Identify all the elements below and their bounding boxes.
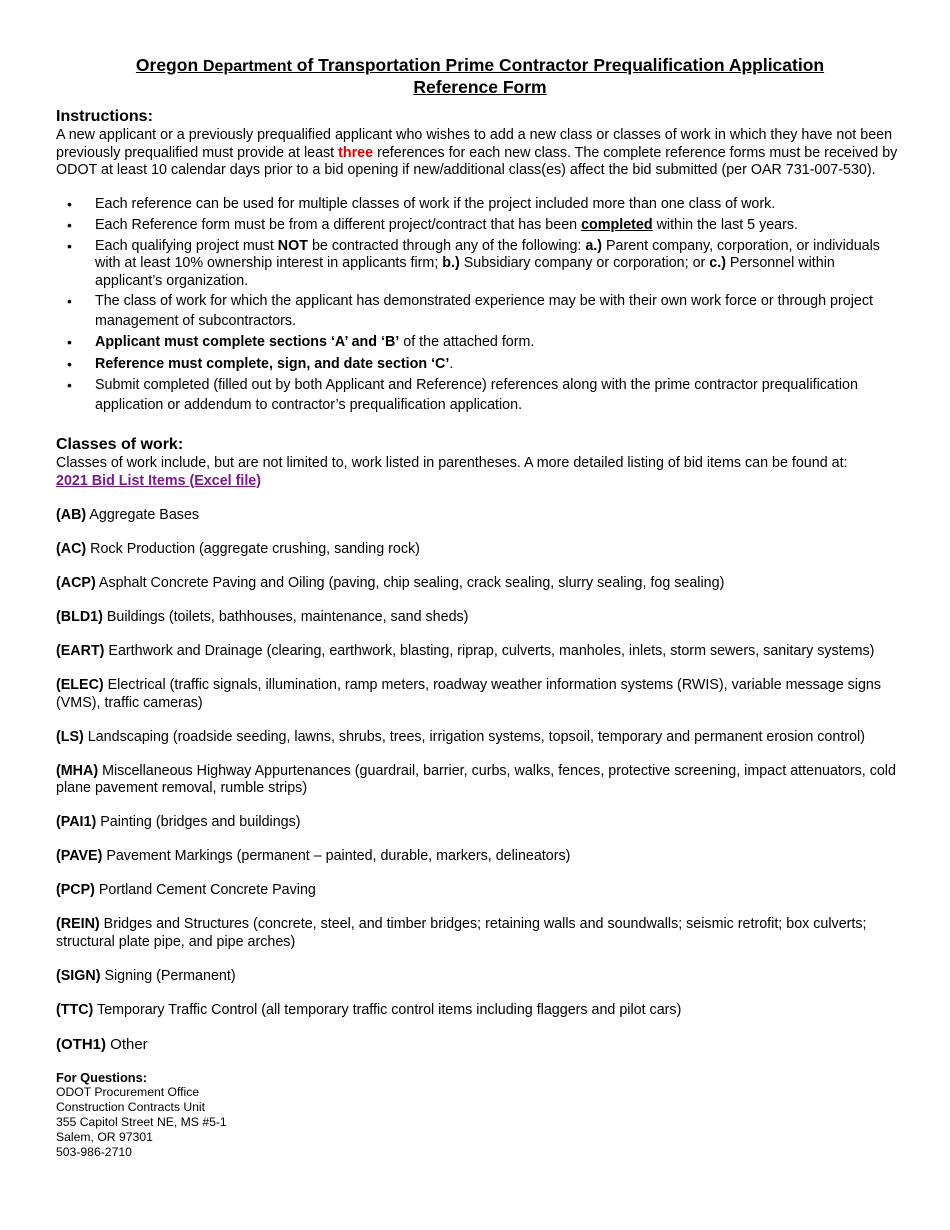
instructions-heading: Instructions: (56, 108, 153, 125)
class-item (56, 1002, 904, 1020)
class-code: (PAI1) (56, 814, 97, 830)
contact-heading: For Questions: (56, 1069, 148, 1085)
bullet-icon: • (67, 377, 72, 393)
contact-city: Salem, OR 97301 (56, 1129, 153, 1144)
class-item (56, 609, 904, 627)
class-code: (EART) (56, 643, 105, 659)
class-description: Painting (bridges and buildings) (96, 814, 301, 830)
class-item (56, 916, 904, 951)
class-code: (REIN) (56, 916, 100, 932)
list-item: • Applicant must complete sections ‘A’ and ‘B’ of the attached form. (56, 333, 904, 353)
class-description: Bridges and Structures (concrete, steel, and timber bridges; retaining walls and soundwalls; seismic retrofit; box culverts; structural plate pipe, and pipe arches) (56, 916, 867, 950)
class-description: Buildings (toilets, bathhouses, maintenance, sand sheds) (102, 609, 469, 625)
classes-list (56, 507, 904, 1053)
bid-list-link[interactable]: 2021 Bid List Items (Excel file) (56, 472, 262, 489)
class-code: (BLD1) (56, 609, 103, 625)
class-description: Temporary Traffic Control (all temporary traffic control items including flaggers and pilot cars) (93, 1001, 682, 1018)
bullet-icon: • (67, 355, 72, 372)
class-item (56, 575, 904, 593)
class-item (56, 643, 904, 661)
list-item: • The class of work for which the applicant has demonstrated experience may be with their own work force or through project management of subcontractors. (67, 293, 873, 329)
list-item: • Each Reference form must be from a different project/contract that has been completed within the last 5 years. (56, 216, 904, 236)
page-subtitle: Reference Form (413, 77, 547, 97)
class-code: (LS) (56, 728, 84, 745)
class-code: (MHA) (56, 762, 99, 779)
class-code: (TTC) (56, 1001, 94, 1018)
class-description: Earthwork and Drainage (clearing, earthwork, blasting, riprap, culverts, manholes, inlets, storm sewers, sanitary systems) (104, 643, 875, 659)
class-code: (ACP) (56, 575, 96, 591)
class-item (56, 729, 904, 747)
class-description: Aggregate Bases (86, 507, 200, 523)
class-code: (AB) (56, 507, 87, 523)
bullet-icon: • (67, 237, 72, 254)
class-item (56, 1036, 904, 1054)
class-item (56, 677, 904, 712)
class-item (56, 814, 904, 832)
class-description: Portland Cement Concrete Paving (94, 882, 316, 898)
three-highlight: three (338, 144, 374, 161)
bullet-icon: • (67, 217, 72, 233)
class-description: Miscellaneous Highway Appurtenances (guardrail, barrier, curbs, walks, fences, protective screening, impact attenuators, cold plane pavement removal, rumble strips) (56, 762, 896, 796)
classes-intro: Classes of work include, but are not limited to, work listed in parentheses. A more detailed listing of bid items can be found at: (56, 455, 848, 471)
bullet-icon: • (67, 293, 72, 309)
contact-phone: 503-986-2710 (56, 1144, 132, 1159)
class-item (56, 968, 904, 986)
class-item (56, 848, 904, 866)
class-description: Signing (Permanent) (100, 967, 236, 984)
instructions-list (56, 195, 904, 416)
list-item: • Each qualifying project must NOT be contracted through any of the following: a.) Parent company, corporation, or individuals with at least 10% ownership interest in applicants firm; b.) Subsidiary company or corporation; or c.) Personnel within applicant’s organization. (67, 237, 880, 289)
class-description: Landscaping (roadside seeding, lawns, shrubs, trees, irrigation systems, topsoil, temporary and permanent erosion control) (83, 728, 865, 745)
class-item (56, 507, 904, 525)
class-item (56, 541, 904, 559)
class-description: Pavement Markings (permanent – painted, durable, markers, delineators) (102, 848, 571, 864)
class-description: Rock Production (aggregate crushing, sanding rock) (86, 541, 420, 557)
class-code: (SIGN) (56, 967, 101, 984)
contact-address: 355 Capitol Street NE, MS #5-1 (56, 1114, 227, 1129)
class-code: (PAVE) (56, 848, 103, 864)
instructions-paragraph: A new applicant or a previously prequalified applicant who wishes to add a new class or classes of work in which they have not been previously prequalified must provide at least three references for each new class. The complete reference forms must be received by ODOT at least 10 calendar days prior to a bid opening if new/additional class(es) affect the bid submitted (per OAR 731-007-530). (56, 127, 898, 178)
class-description: Asphalt Concrete Paving and Oiling (paving, chip sealing, crack sealing, slurry sealing, fog sealing) (95, 575, 725, 591)
class-code: (OTH1) (56, 1035, 106, 1053)
class-code: (PCP) (56, 882, 95, 898)
classes-heading: Classes of work: (56, 436, 184, 453)
contact-block (56, 1070, 904, 1160)
class-item (56, 763, 904, 798)
class-code: (ELEC) (56, 677, 104, 693)
document-page (56, 55, 904, 1160)
contact-line: ODOT Procurement Office (56, 1084, 200, 1099)
contact-line: Construction Contracts Unit (56, 1099, 206, 1114)
bullet-icon: • (67, 195, 72, 212)
page-title: Oregon Department of Transportation Prime Contractor Prequalification Application Reference Form (135, 55, 825, 97)
list-item: • Each reference can be used for multiple classes of work if the project included more than one class of work. (56, 195, 904, 215)
list-item: • Submit completed (filled out by both Applicant and Reference) references along with the prime contractor prequalification application or addendum to contractor’s prequalification application. (67, 377, 858, 413)
class-code: (AC) (56, 541, 87, 557)
bullet-icon: • (67, 334, 72, 350)
class-description: Other (106, 1035, 148, 1053)
list-item: • Reference must complete, sign, and date section ‘C’. (56, 355, 904, 375)
class-description: Electrical (traffic signals, illumination, ramp meters, roadway weather information systems (RWIS), variable message signs (VMS), traffic cameras) (56, 677, 881, 711)
class-item (56, 882, 904, 900)
